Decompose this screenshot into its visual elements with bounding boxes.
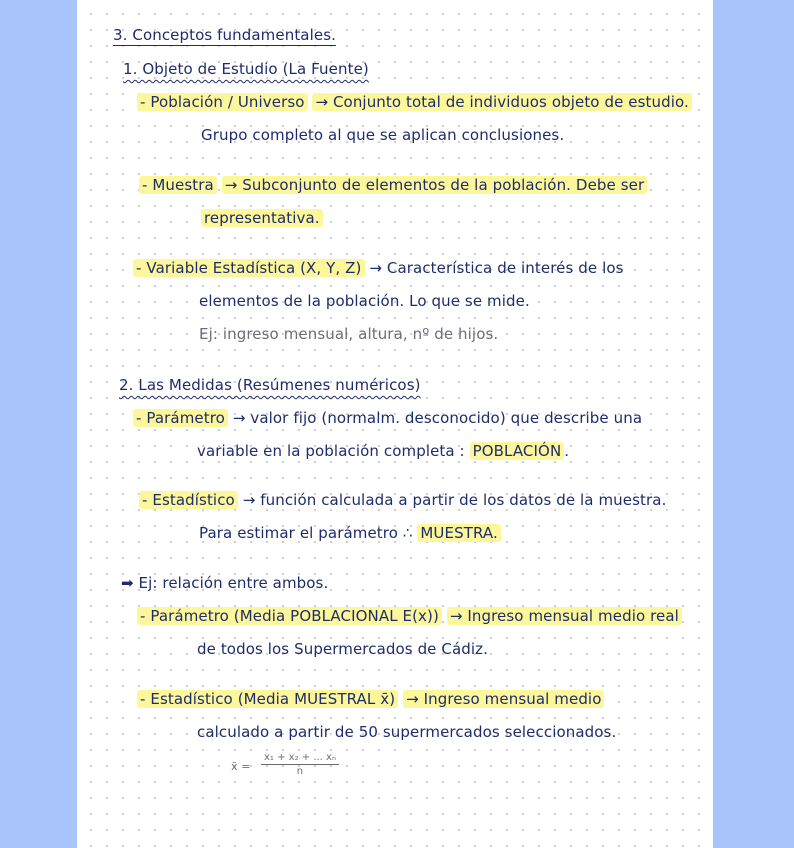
poblacion-definition-2: Grupo completo al que se aplican conclusiones. [201, 126, 565, 144]
poblacion-term: - Población / Universo [137, 93, 308, 111]
arrow-right-icon: ➡ [121, 574, 134, 592]
section-title [113, 26, 336, 44]
estadistico-term: - Estadístico [139, 491, 238, 509]
variable-definition: → Característica de interés de los [369, 259, 624, 277]
estadistico-definition-2: Para estimar el parámetro ∴ [199, 524, 413, 542]
variable-line [133, 259, 624, 277]
notebook-page [77, 0, 713, 848]
variable-example [199, 325, 498, 343]
subsection-1-heading [123, 60, 369, 78]
example-param-description-2: de todos los Supermercados de Cádiz. [197, 640, 488, 658]
example-stat-line-2 [197, 723, 616, 741]
subsection-2-heading [119, 376, 421, 394]
example-param-line-2 [197, 640, 488, 658]
parametro-line-2 [197, 442, 569, 460]
example-stat-description: → Ingreso mensual medio [403, 690, 604, 708]
poblacion-line-2 [201, 126, 564, 144]
formula-denominator: n [296, 766, 304, 777]
example-param-label: - Parámetro (Media POBLACIONAL E(x)) [137, 607, 442, 625]
section-title-text: 3. Conceptos fundamentales. [113, 26, 336, 44]
estadistico-line [139, 491, 666, 509]
example-stat-label: - Estadístico (Media MUESTRAL x̄) [137, 690, 398, 708]
formula-lhs-text: x̄ = [231, 760, 251, 773]
poblacion-definition: → Conjunto total de individuos objeto de estudio. [312, 93, 691, 111]
muestra-line [139, 176, 647, 194]
parametro-end: . [564, 442, 570, 460]
parametro-definition: → valor fijo (normalm. desconocido) que describe una [232, 409, 643, 427]
example-param-line [137, 607, 682, 625]
muestra-term: - Muestra [139, 176, 217, 194]
muestra-tag: MUESTRA. [417, 524, 500, 542]
subsection-2-heading-text: 2. Las Medidas (Resúmenes numéricos) [119, 376, 421, 394]
estadistico-definition: → función calculada a partir de los datos de la muestra. [242, 491, 667, 509]
example-stat-line [137, 690, 604, 708]
muestra-definition-2: representativa. [201, 209, 323, 227]
example-param-description: → Ingreso mensual medio real [447, 607, 682, 625]
variable-line-2 [199, 292, 530, 310]
poblacion-line [137, 93, 692, 111]
formula-numerator: x₁ + x₂ + ... xₙ [261, 752, 339, 765]
parametro-line [133, 409, 642, 427]
muestra-line-2 [201, 209, 323, 227]
parametro-term: - Parámetro [133, 409, 228, 427]
variable-definition-2: elementos de la población. Lo que se mide. [199, 292, 530, 310]
subsection-1-heading-text: 1. Objeto de Estudio (La Fuente) [123, 60, 369, 78]
estadistico-line-2 [199, 524, 501, 542]
muestra-definition: → Subconjunto de elementos de la población. Debe ser [222, 176, 648, 194]
poblacion-tag: POBLACIÓN [470, 442, 565, 460]
parametro-definition-2: variable en la población completa : [197, 442, 465, 460]
mean-formula-fraction [261, 752, 339, 777]
example-intro: Ej: relación entre ambos. [138, 574, 329, 592]
variable-term: - Variable Estadística (X, Y, Z) [133, 259, 365, 277]
formula-lhs [231, 760, 251, 773]
example-intro-line [121, 574, 328, 592]
example-stat-description-2: calculado a partir de 50 supermercados seleccionados. [197, 723, 617, 741]
variable-example-text: Ej: ingreso mensual, altura, nº de hijos. [199, 325, 499, 343]
